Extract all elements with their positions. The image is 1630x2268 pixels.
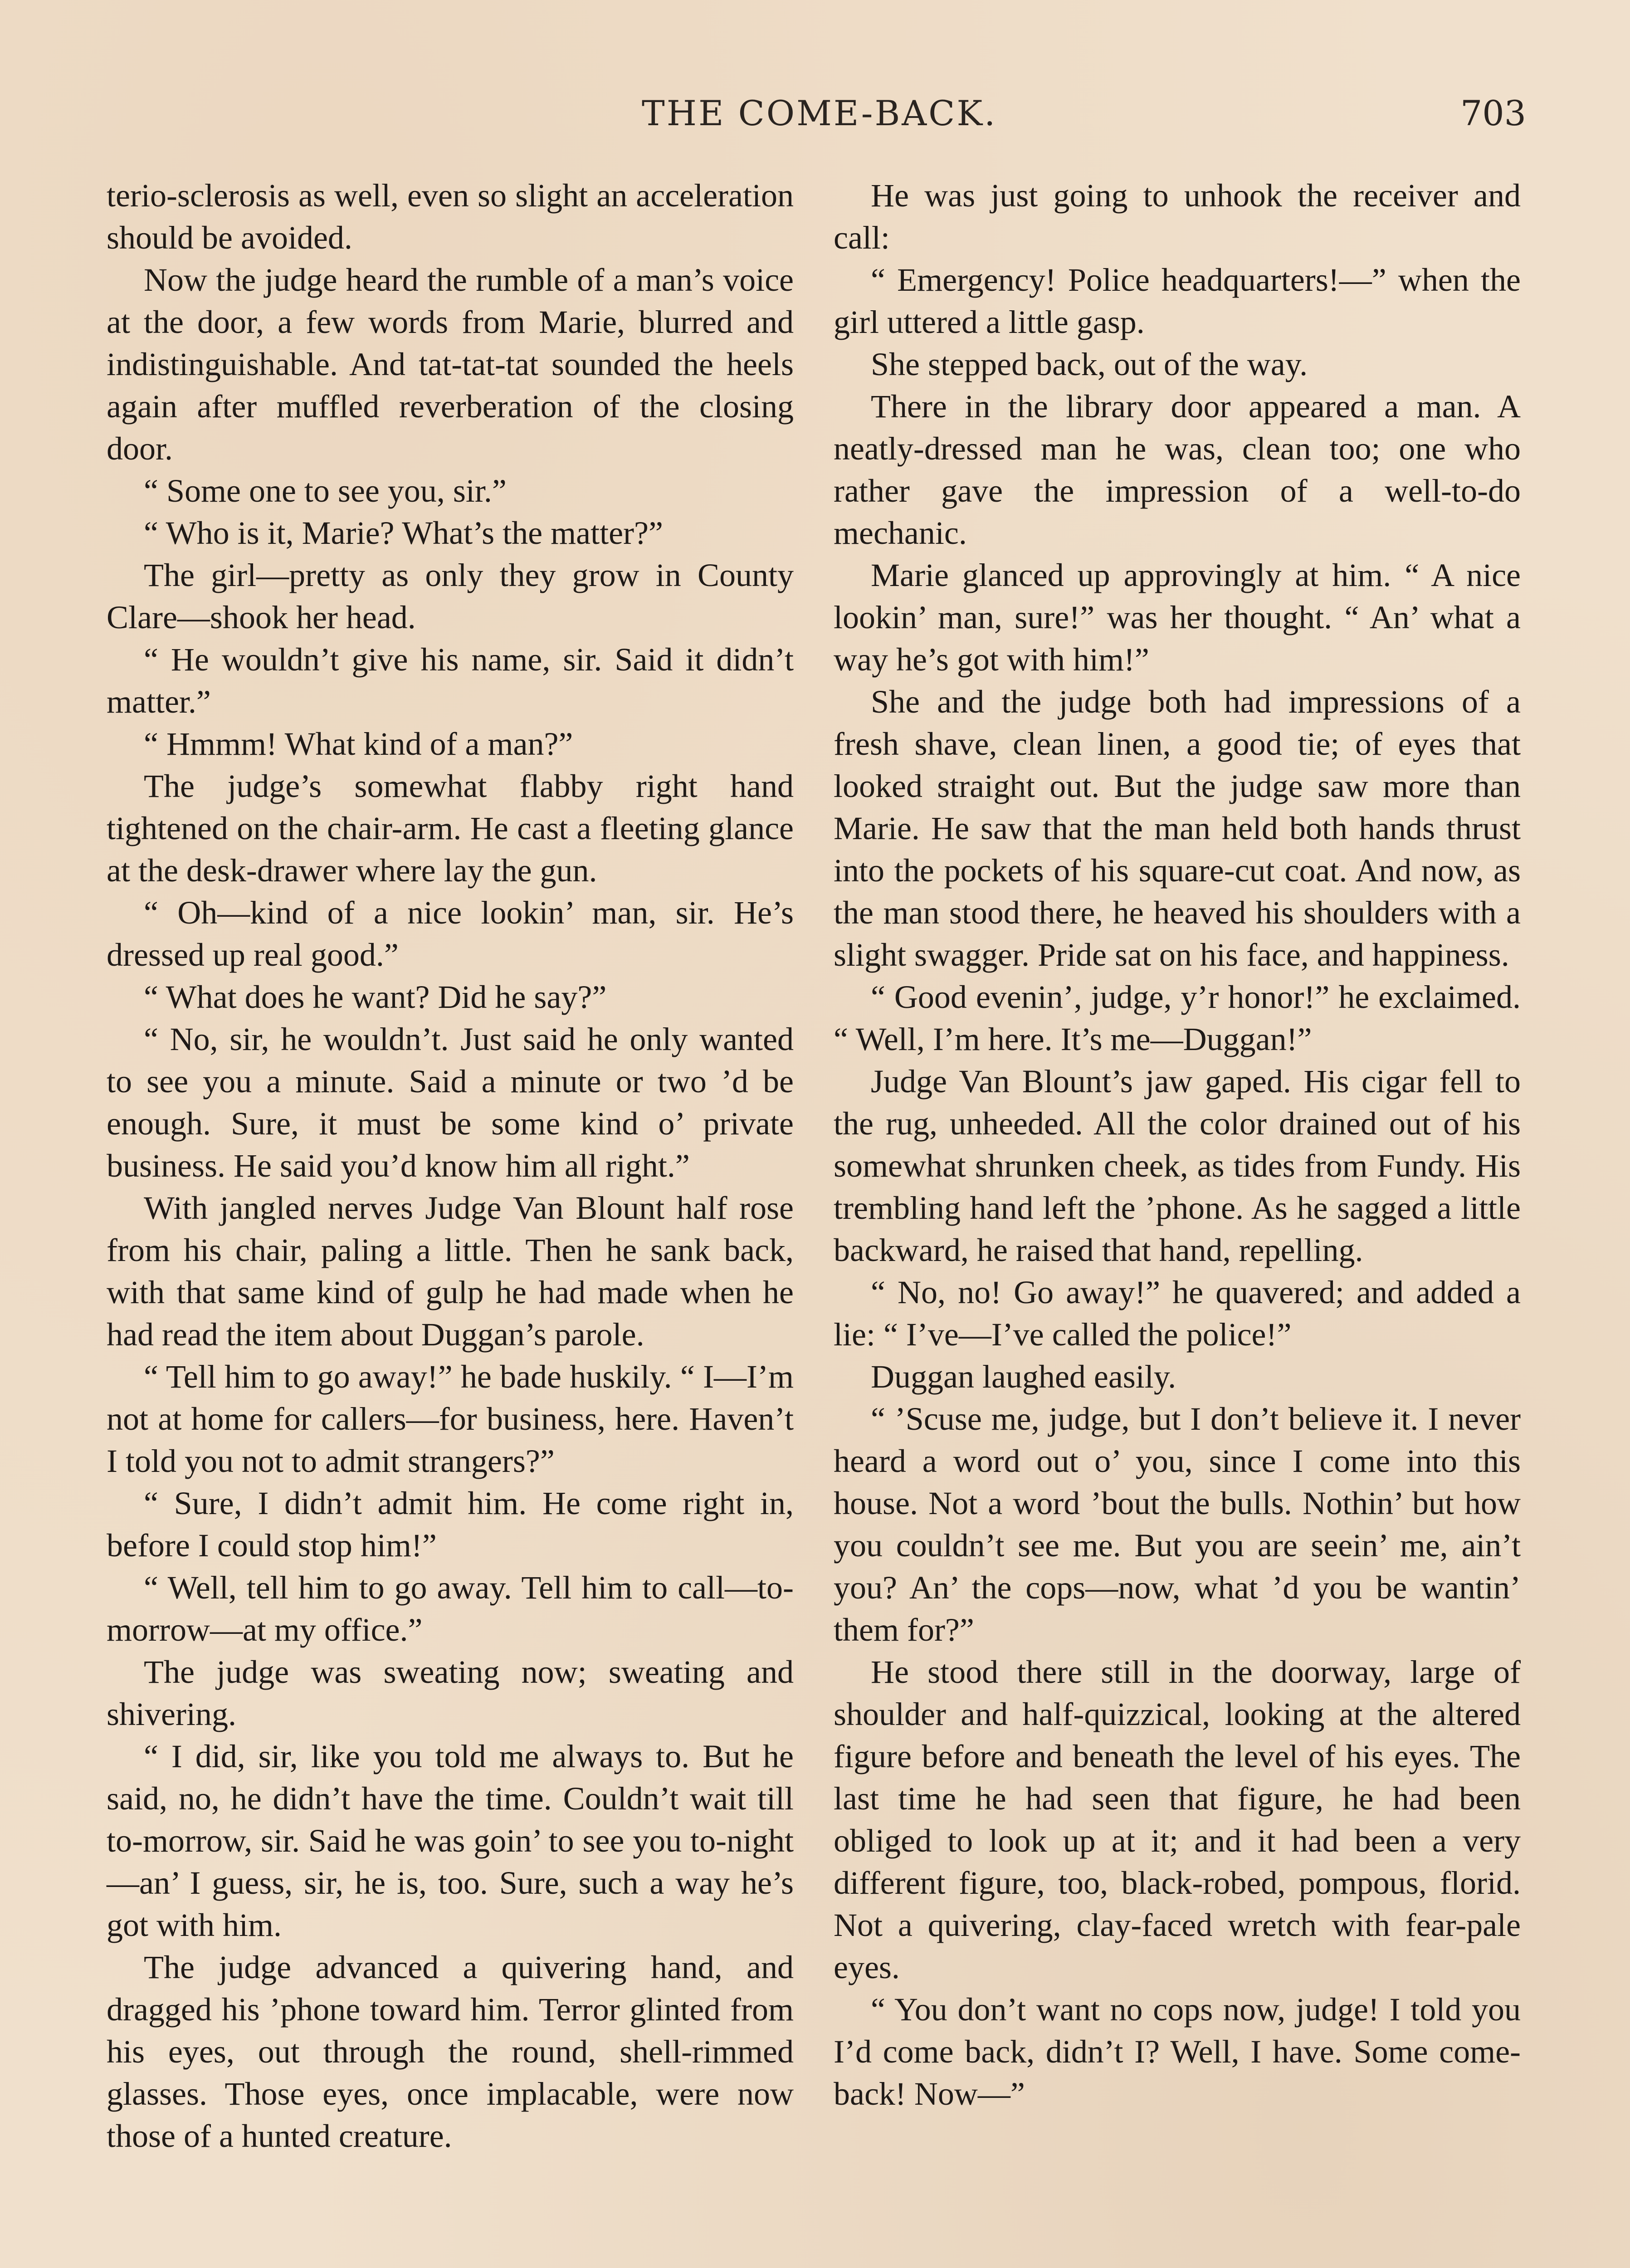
paragraph: The judge advanced a quivering hand, and dragged his ’phone toward him. Terror glinted from his eyes, out through the round, shell-rimmed glasses. Those eyes, once implacable, were now those of a hunted creature. — [107, 1949, 794, 2154]
paragraph: The judge’s somewhat flabby right hand tightened on the chair-arm. He cast a fleeting glance at the desk-drawer where lay the gun. — [107, 768, 794, 889]
paragraph: “ What does he want? Did he say?” — [144, 979, 607, 1015]
paragraph: The judge was sweating now; sweating and shivering. — [107, 1654, 794, 1732]
paragraph: “ No, no! Go away!” he quavered; and added a lie: “ I’ve—I’ve called the police!” — [834, 1274, 1521, 1353]
paragraph: “ He wouldn’t give his name, sir. Said it didn’t matter.” — [107, 641, 794, 720]
paragraph: “ Hmmm! What kind of a man?” — [144, 726, 573, 762]
paragraph: “ I did, sir, like you told me always to. But he said, no, he didn’t have the time. Couldn’t wait till to-morrow, sir. Said he was goin’ to see you to-night—an’ I guess, sir, he is, too. Sure, such a way he’s got with him. — [107, 1738, 794, 1943]
paragraph: “ Some one to see you, sir.” — [144, 473, 507, 509]
page-header — [107, 93, 1526, 156]
page-number: 703 — [1460, 93, 1526, 133]
paragraph: “ Emergency! Police headquarters!—” when the girl uttered a little gasp. — [834, 262, 1521, 340]
paragraph: “ ’Scuse me, judge, but I don’t believe it. I never heard a word out o’ you, since I come into this house. Not a word ’bout the bulls. Nothin’ but how you couldn’t see me. But you are seein’ me, ain’t you? An’ the cops—now, what ’d you be wantin’ them for?” — [834, 1401, 1521, 1648]
paragraph: He stood there still in the doorway, large of shoulder and half-quizzical, looking at the altered figure before and beneath the level of his eyes. The last time he had seen that figure, he had been obliged to look up at it; and it had been a very different figure, too, black-robed, pompous, florid. Not a quivering, clay-faced wretch with fear-pale eyes. — [834, 1654, 1521, 1985]
paragraph: “ You don’t want no cops now, judge! I told you I’d come back, didn’t I? Well, I have. Some come-back! Now—” — [834, 1991, 1521, 2112]
paragraph: “ Sure, I didn’t admit him. He come right in, before I could stop him!” — [107, 1485, 794, 1564]
paragraph: With jangled nerves Judge Van Blount half rose from his chair, paling a little. Then he sank back, with that same kind of gulp he had made when he had read the item about Duggan’s parole. — [107, 1190, 794, 1353]
paragraph: He was just going to unhook the receiver and call: — [834, 177, 1521, 256]
paragraph: “ Good evenin’, judge, y’r honor!” he exclaimed. “ Well, I’m here. It’s me—Duggan!” — [834, 979, 1521, 1057]
paragraph: “ Who is it, Marie? What’s the matter?” — [144, 515, 663, 551]
paragraph: There in the library door appeared a man. A neatly-dressed man he was, clean too; one who rather gave the impression of a well-to-do mechanic. — [834, 388, 1521, 551]
running-title: THE COME-BACK. — [642, 93, 997, 133]
paragraph: terio-sclerosis as well, even so slight an acceleration should be avoided. — [107, 177, 794, 256]
right-column — [834, 175, 1521, 2115]
paragraph: Duggan laughed easily. — [871, 1359, 1176, 1395]
paragraph: She and the judge both had impressions of a fresh shave, clean linen, a good tie; of eyes that looked straight out. But the judge saw more than Marie. He saw that the man held both hands thrust into the pockets of his square-cut coat. And now, as the man stood there, he heaved his shoulders with a slight swagger. Pride sat on his face, and happiness. — [834, 684, 1521, 973]
paragraph: The girl—pretty as only they grow in County Clare—shook her head. — [107, 557, 794, 635]
paragraph: She stepped back, out of the way. — [871, 346, 1308, 382]
paragraph: “ Tell him to go away!” he bade huskily. “ I—I’m not at home for callers—for business, here. Haven’t I told you not to admit strangers?” — [107, 1359, 794, 1479]
paragraph: “ Oh—kind of a nice lookin’ man, sir. He’s dressed up real good.” — [107, 894, 794, 973]
paragraph: Now the judge heard the rumble of a man’s voice at the door, a few words from Marie, blurred and indistinguishable. And tat-tat-tat sounded the heels again after muffled reverberation of the closing door. — [107, 262, 794, 467]
paragraph: “ No, sir, he wouldn’t. Just said he only wanted to see you a minute. Said a minute or two ’d be enough. Sure, it must be some kind o’ private business. He said you’d know him all right.” — [107, 1021, 794, 1184]
paragraph: “ Well, tell him to go away. Tell him to call—to-morrow—at my office.” — [107, 1569, 794, 1648]
paragraph: Marie glanced up approvingly at him. “ A nice lookin’ man, sure!” was her thought. “ An’ what a way he’s got with him!” — [834, 557, 1521, 678]
left-column — [107, 175, 794, 2157]
paragraph: Judge Van Blount’s jaw gaped. His cigar fell to the rug, unheeded. All the color drained out of his somewhat shrunken cheek, as tides from Fundy. His trembling hand left the ’phone. As he sagged a little backward, he raised that hand, repelling. — [834, 1063, 1521, 1268]
